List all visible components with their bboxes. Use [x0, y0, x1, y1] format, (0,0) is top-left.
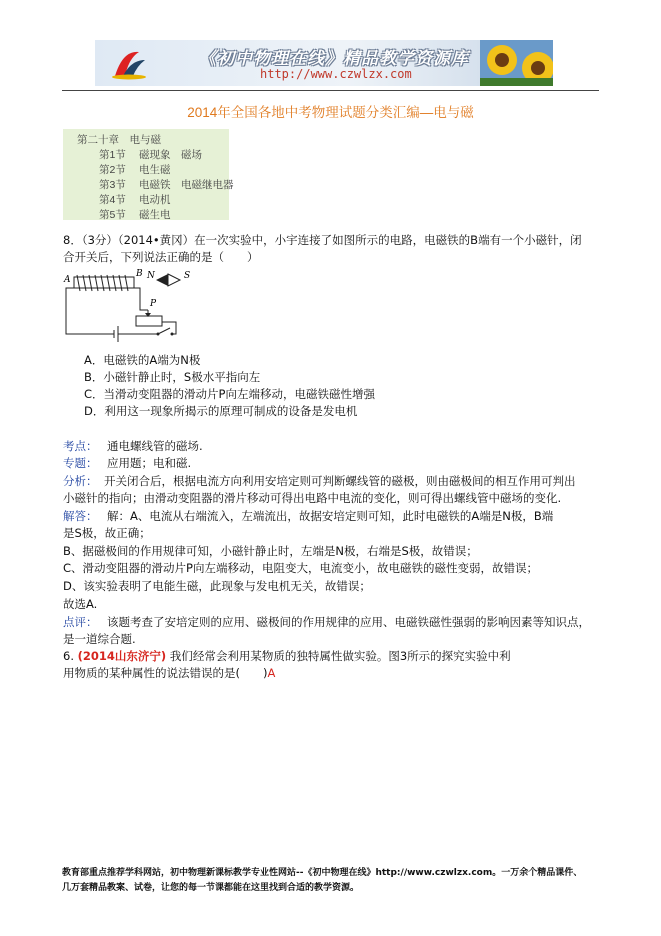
banner-title: 《初中物理在线》精品教学资源库: [199, 49, 469, 68]
question-6-line2: [63, 665, 275, 681]
circuit-diagram: [62, 266, 202, 348]
jieda-line5: D、该实验表明了电能生磁，此现象与发电机无关，故错误；: [63, 579, 371, 593]
toc-section-name: 磁现象 磁场: [139, 149, 202, 161]
label-b: B: [136, 269, 143, 279]
question-8-line2: 合开关后，下列说法正确的是（ ）: [63, 250, 259, 264]
dianping-label: 点评：: [63, 615, 98, 629]
toc-section-name: 电生磁: [139, 164, 171, 176]
option-a: A．电磁铁的A端为N极: [84, 353, 201, 367]
jieda-line2: 是S极，故正确；: [63, 526, 151, 540]
banner-url[interactable]: http://www.czwlzx.com: [260, 67, 412, 81]
question-6-num: 6.: [63, 649, 74, 663]
zhuanti-text: 应用题；电和磁.: [107, 456, 192, 470]
dianping-line2: 是一道综合题.: [63, 632, 136, 646]
jieda-line3: B、据磁极间的作用规律可知，小磁针静止时，左端是N极，右端是S极，故错误；: [63, 544, 478, 558]
header-divider: [62, 90, 599, 91]
option-b: B．小磁针静止时，S极水平指向左: [84, 370, 261, 384]
label-p: P: [150, 299, 157, 309]
header-banner: [95, 40, 553, 86]
toc-section-num: 第2节: [99, 164, 126, 176]
toc-section-num: 第1节: [99, 149, 126, 161]
page-title: 2014年全国各地中考物理试题分类汇编—电与磁: [187, 105, 474, 120]
zhuanti-label: 专题：: [63, 456, 98, 470]
label-s: S: [184, 271, 191, 281]
compass-needle-icon: [156, 274, 168, 286]
chapter-toc: [63, 129, 234, 221]
fenxi-line2: 小磁针的指向；由滑动变阻器的滑片移动可得出电路中电流的变化，则可得出螺线管中磁场的变化.: [63, 491, 562, 505]
label-a: A: [64, 275, 71, 285]
toc-section-num: 第5节: [99, 209, 126, 221]
kaodian-label: 考点：: [63, 439, 98, 453]
toc-section-num: 第3节: [99, 179, 126, 191]
question-6-text: 我们经常会利用某物质的独特属性做实验。图3所示的探究实验中利: [169, 649, 511, 663]
sunflower-icon: [480, 40, 553, 86]
jieda-line1: 解：A、电流从右端流入，左端流出，故据安培定则可知，此时电磁铁的A端是N极，B端: [107, 509, 554, 523]
footer-line1: 教育部重点推荐学科网站，初中物理新课标教学专业性网站--《初中物理在线》http://www.czwlzx.com。一万余个精品课件、: [62, 868, 583, 878]
toc-chapter: 第二十章 电与磁: [77, 134, 161, 146]
fenxi-label: 分析：: [63, 474, 98, 488]
toc-section-name: 电磁铁 电磁继电器: [139, 179, 234, 191]
jieda-line4: C、滑动变阻器的滑动片P向左端移动，电阻变大，电流变小，故电磁铁的磁性变弱，故错误；: [63, 561, 538, 575]
toc-section-num: 第4节: [99, 194, 126, 206]
fenxi-line1: 开关闭合后，根据电流方向利用安培定则可判断螺线管的磁极，则由磁极间的相互作用可判出: [104, 474, 576, 488]
option-d: D．利用这一现象所揭示的原理可制成的设备是发电机: [84, 404, 358, 418]
question-8-line1: 8．（3分）（2014•黄冈）在一次实验中，小宇连接了如图所示的电路，电磁铁的B端有一个小磁针，闭: [63, 233, 582, 247]
kaodian-text: 通电螺线管的磁场.: [107, 439, 203, 453]
site-logo-icon: [109, 46, 149, 80]
dianping-line1: 该题考查了安培定则的应用、磁极间的作用规律的应用、电磁铁磁性强弱的影响因素等知识点，: [107, 615, 590, 629]
option-c: C．当滑动变阻器的滑动片P向左端移动，电磁铁磁性增强: [84, 387, 375, 401]
toc-section-name: 磁生电: [139, 209, 171, 221]
footer-line2: 几万套精品教案、试卷，让您的每一节课都能在这里找到合适的教学资源。: [62, 883, 360, 893]
question-6-text2: 用物质的某种属性的说法错误的是( ): [63, 666, 268, 680]
question-6-answer: A: [267, 666, 276, 680]
jieda-line6: 故选A.: [63, 597, 98, 611]
question-6-line1: [63, 648, 511, 664]
toc-section-name: 电动机: [139, 194, 171, 206]
label-n: N: [147, 271, 155, 281]
jieda-label: 解答：: [63, 509, 98, 523]
question-6-source: (2014山东济宁): [77, 649, 167, 663]
